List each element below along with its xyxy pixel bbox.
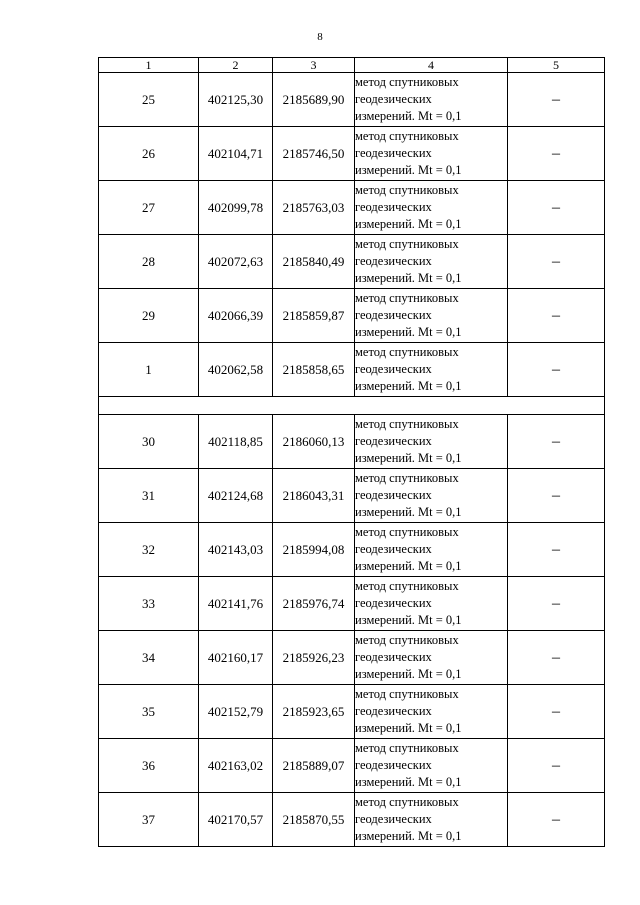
x-coordinate-cell: 402163,02 (199, 739, 273, 793)
table-row (99, 523, 605, 577)
note-cell: – (508, 289, 605, 343)
method-cell (355, 577, 508, 631)
point-number-cell: 35 (99, 685, 199, 739)
method-cell (355, 469, 508, 523)
point-number-cell: 34 (99, 631, 199, 685)
x-coordinate-cell: 402104,71 (199, 127, 273, 181)
method-line: геодезических (355, 542, 432, 556)
table-header-row (99, 58, 605, 73)
method-line: измерений. Mt = 0,1 (355, 505, 462, 519)
method-line: метод спутниковых (355, 741, 459, 755)
method-cell (355, 343, 508, 397)
method-line: геодезических (355, 200, 432, 214)
point-number-cell: 30 (99, 415, 199, 469)
table-row (99, 685, 605, 739)
column-header-4: 4 (355, 58, 508, 73)
point-number-cell: 36 (99, 739, 199, 793)
note-cell: – (508, 739, 605, 793)
table-row (99, 793, 605, 847)
y-coordinate-cell: 2185870,55 (273, 793, 355, 847)
x-coordinate-cell: 402170,57 (199, 793, 273, 847)
table-row (99, 127, 605, 181)
method-line: метод спутниковых (355, 633, 459, 647)
method-line: измерений. Mt = 0,1 (355, 271, 462, 285)
y-coordinate-cell: 2185976,74 (273, 577, 355, 631)
x-coordinate-cell: 402160,17 (199, 631, 273, 685)
method-line: измерений. Mt = 0,1 (355, 109, 462, 123)
method-line: измерений. Mt = 0,1 (355, 721, 462, 735)
method-cell (355, 73, 508, 127)
point-number-cell: 26 (99, 127, 199, 181)
method-line: геодезических (355, 92, 432, 106)
y-coordinate-cell: 2185923,65 (273, 685, 355, 739)
method-cell (355, 739, 508, 793)
x-coordinate-cell: 402124,68 (199, 469, 273, 523)
method-line: измерений. Mt = 0,1 (355, 217, 462, 231)
note-cell: – (508, 631, 605, 685)
method-line: геодезических (355, 362, 432, 376)
method-line: измерений. Mt = 0,1 (355, 379, 462, 393)
table-row (99, 739, 605, 793)
method-line: измерений. Mt = 0,1 (355, 829, 462, 843)
method-line: геодезических (355, 146, 432, 160)
method-line: измерений. Mt = 0,1 (355, 667, 462, 681)
method-line: измерений. Mt = 0,1 (355, 451, 462, 465)
method-line: метод спутниковых (355, 183, 459, 197)
method-line: метод спутниковых (355, 687, 459, 701)
point-number-cell: 33 (99, 577, 199, 631)
note-cell: – (508, 181, 605, 235)
y-coordinate-cell: 2185926,23 (273, 631, 355, 685)
note-cell: – (508, 523, 605, 577)
method-line: метод спутниковых (355, 345, 459, 359)
method-line: метод спутниковых (355, 795, 459, 809)
note-cell: – (508, 415, 605, 469)
point-number-cell: 32 (99, 523, 199, 577)
table-row (99, 289, 605, 343)
column-header-5: 5 (508, 58, 605, 73)
table-row (99, 235, 605, 289)
table-row (99, 631, 605, 685)
method-line: измерений. Mt = 0,1 (355, 775, 462, 789)
note-cell: – (508, 685, 605, 739)
note-cell: – (508, 793, 605, 847)
column-header-3: 3 (273, 58, 355, 73)
x-coordinate-cell: 402072,63 (199, 235, 273, 289)
x-coordinate-cell: 402066,39 (199, 289, 273, 343)
method-cell (355, 523, 508, 577)
method-line: метод спутниковых (355, 471, 459, 485)
method-cell (355, 793, 508, 847)
note-cell: – (508, 577, 605, 631)
y-coordinate-cell: 2186060,13 (273, 415, 355, 469)
method-line: геодезических (355, 434, 432, 448)
method-line: измерений. Mt = 0,1 (355, 163, 462, 177)
y-coordinate-cell: 2185746,50 (273, 127, 355, 181)
method-cell (355, 181, 508, 235)
column-header-1: 1 (99, 58, 199, 73)
method-line: метод спутниковых (355, 237, 459, 251)
method-line: геодезических (355, 758, 432, 772)
note-cell: – (508, 235, 605, 289)
column-header-2: 2 (199, 58, 273, 73)
method-line: метод спутниковых (355, 291, 459, 305)
method-line: геодезических (355, 704, 432, 718)
y-coordinate-cell: 2185689,90 (273, 73, 355, 127)
method-line: измерений. Mt = 0,1 (355, 325, 462, 339)
method-line: метод спутниковых (355, 75, 459, 89)
x-coordinate-cell: 402143,03 (199, 523, 273, 577)
y-coordinate-cell: 2186043,31 (273, 469, 355, 523)
point-number-cell: 28 (99, 235, 199, 289)
page-number: 8 (317, 31, 323, 43)
point-number-cell: 31 (99, 469, 199, 523)
point-number-cell: 27 (99, 181, 199, 235)
x-coordinate-cell: 402141,76 (199, 577, 273, 631)
table-row (99, 415, 605, 469)
separator-row (99, 397, 605, 415)
table-row (99, 73, 605, 127)
method-cell (355, 415, 508, 469)
method-line: геодезических (355, 488, 432, 502)
method-line: геодезических (355, 650, 432, 664)
x-coordinate-cell: 402125,30 (199, 73, 273, 127)
note-cell: – (508, 343, 605, 397)
y-coordinate-cell: 2185840,49 (273, 235, 355, 289)
method-line: метод спутниковых (355, 129, 459, 143)
point-number-cell: 1 (99, 343, 199, 397)
method-line: измерений. Mt = 0,1 (355, 559, 462, 573)
point-number-cell: 29 (99, 289, 199, 343)
method-cell (355, 235, 508, 289)
method-line: геодезических (355, 596, 432, 610)
point-number-cell: 37 (99, 793, 199, 847)
method-line: геодезических (355, 308, 432, 322)
method-cell (355, 289, 508, 343)
method-line: геодезических (355, 254, 432, 268)
x-coordinate-cell: 402118,85 (199, 415, 273, 469)
method-line: метод спутниковых (355, 579, 459, 593)
y-coordinate-cell: 2185858,65 (273, 343, 355, 397)
method-line: метод спутниковых (355, 525, 459, 539)
method-cell (355, 685, 508, 739)
point-number-cell: 25 (99, 73, 199, 127)
x-coordinate-cell: 402062,58 (199, 343, 273, 397)
separator-cell (99, 397, 605, 415)
note-cell: – (508, 469, 605, 523)
x-coordinate-cell: 402152,79 (199, 685, 273, 739)
method-cell (355, 631, 508, 685)
method-cell (355, 127, 508, 181)
y-coordinate-cell: 2185994,08 (273, 523, 355, 577)
table-row (99, 343, 605, 397)
y-coordinate-cell: 2185763,03 (273, 181, 355, 235)
y-coordinate-cell: 2185859,87 (273, 289, 355, 343)
coordinates-table (98, 57, 605, 847)
table-row (99, 469, 605, 523)
method-line: геодезических (355, 812, 432, 826)
method-line: метод спутниковых (355, 417, 459, 431)
table-row (99, 181, 605, 235)
method-line: измерений. Mt = 0,1 (355, 613, 462, 627)
note-cell: – (508, 73, 605, 127)
note-cell: – (508, 127, 605, 181)
y-coordinate-cell: 2185889,07 (273, 739, 355, 793)
x-coordinate-cell: 402099,78 (199, 181, 273, 235)
table-row (99, 577, 605, 631)
